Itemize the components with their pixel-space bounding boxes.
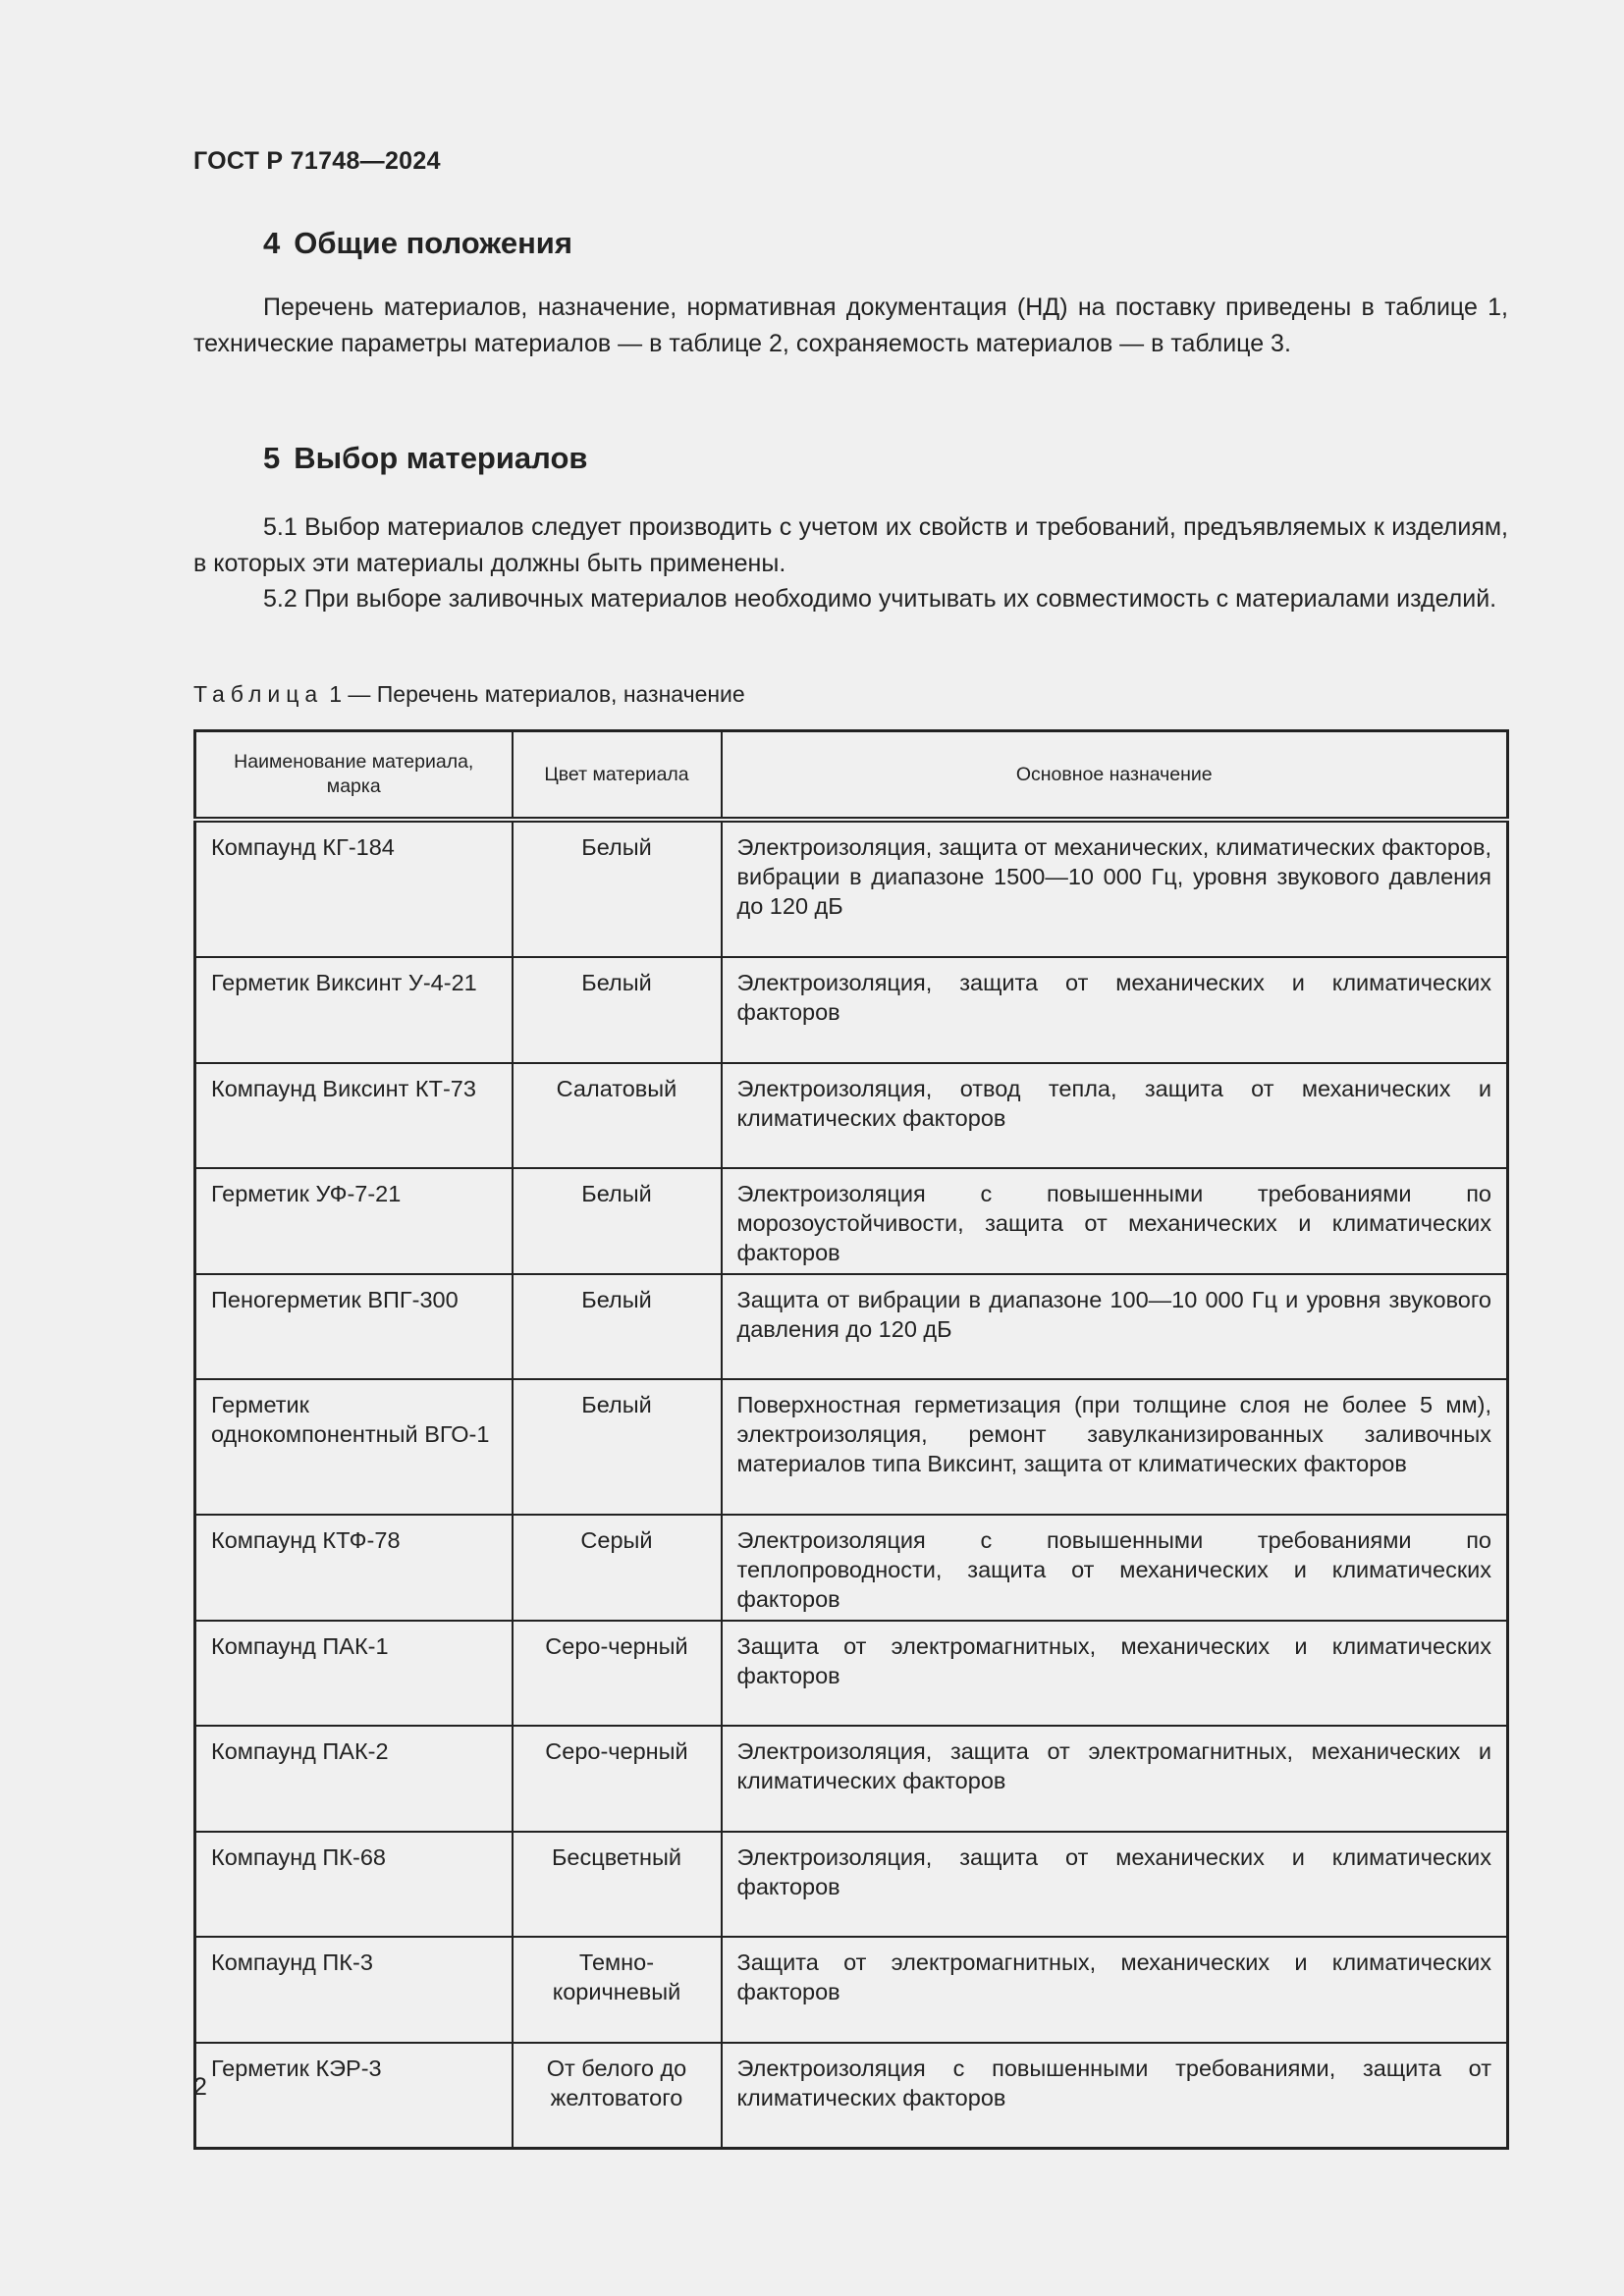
table-row bbox=[195, 1168, 1508, 1274]
table-row bbox=[195, 820, 1508, 957]
section-5-number: 5 bbox=[263, 441, 281, 475]
table-caption-word: Таблица bbox=[193, 681, 324, 707]
material-color: Белый bbox=[513, 1379, 722, 1515]
section-4-paragraph bbox=[193, 290, 1508, 361]
material-color: Белый bbox=[513, 1274, 722, 1380]
clause-5-2 bbox=[193, 581, 1508, 617]
material-purpose: Электроизоляция, отвод тепла, защита от механических и климатических факторов bbox=[722, 1063, 1508, 1169]
material-color: Серо-черный bbox=[513, 1621, 722, 1727]
clause-5-1-text: 5.1 Выбор материалов следует производить с учетом их свойств и требований, предъявляемых к изделиям, в которых эти материалы должны быть применены. bbox=[193, 513, 1508, 577]
header-material-name: Наименование материала, марка bbox=[195, 731, 513, 821]
section-5-title: Выбор материалов bbox=[294, 441, 588, 475]
material-name: Герметик Виксинт У-4-21 bbox=[195, 957, 513, 1063]
header-main-purpose: Основное назначение bbox=[722, 731, 1508, 821]
section-5-heading bbox=[263, 441, 587, 476]
material-purpose: Электроизоляция, защита от электромагнитных, механических и климатических факторов bbox=[722, 1726, 1508, 1832]
section-4-text: Перечень материалов, назначение, нормативная документация (НД) на поставку приведены в таблице 1, технические параметры материалов — в таблице 2, сохраняемость материалов — в таблице 3. bbox=[193, 294, 1508, 357]
material-color: Темно-коричневый bbox=[513, 1937, 722, 2043]
material-color: Серый bbox=[513, 1515, 722, 1621]
section-4-number: 4 bbox=[263, 226, 281, 260]
material-name: Компаунд Виксинт КТ-73 bbox=[195, 1063, 513, 1169]
material-purpose: Электроизоляция, защита от механических, климатических факторов, вибрации в диапазоне 1500—10 000 Гц, уровня звукового давления до 120 дБ bbox=[722, 820, 1508, 957]
table-row bbox=[195, 1063, 1508, 1169]
material-name: Компаунд КТФ-78 bbox=[195, 1515, 513, 1621]
clause-5-1 bbox=[193, 509, 1508, 581]
material-purpose: Защита от электромагнитных, механических и климатических факторов bbox=[722, 1937, 1508, 2043]
material-name: Компаунд ПАК-2 bbox=[195, 1726, 513, 1832]
document-code: ГОСТ Р 71748—2024 bbox=[193, 147, 441, 175]
table-row bbox=[195, 1515, 1508, 1621]
material-purpose: Электроизоляция с повышенными требованиями по теплопроводности, защита от механических и климатических факторов bbox=[722, 1515, 1508, 1621]
material-name: Компаунд ПК-3 bbox=[195, 1937, 513, 2043]
table-row bbox=[195, 1832, 1508, 1938]
material-color: Бесцветный bbox=[513, 1832, 722, 1938]
material-color: Белый bbox=[513, 820, 722, 957]
material-name: Компаунд КГ-184 bbox=[195, 820, 513, 957]
material-purpose: Электроизоляция, защита от механических и климатических факторов bbox=[722, 957, 1508, 1063]
section-4-heading bbox=[263, 226, 572, 261]
material-color: Салатовый bbox=[513, 1063, 722, 1169]
clause-5-2-text: 5.2 При выборе заливочных материалов необходимо учитывать их совместимость с материалами изделий. bbox=[263, 585, 1497, 613]
material-color: Белый bbox=[513, 957, 722, 1063]
table-row bbox=[195, 957, 1508, 1063]
material-purpose: Защита от вибрации в диапазоне 100—10 000 Гц и уровня звукового давления до 120 дБ bbox=[722, 1274, 1508, 1380]
table-row bbox=[195, 1274, 1508, 1380]
material-name: Герметик КЭР-3 bbox=[195, 2043, 513, 2149]
material-purpose: Электроизоляция с повышенными требованиями по морозоустойчивости, защита от механических и климатических факторов bbox=[722, 1168, 1508, 1274]
table-row bbox=[195, 1726, 1508, 1832]
table-row bbox=[195, 1621, 1508, 1727]
table-caption-text: 1 — Перечень материалов, назначение bbox=[329, 681, 745, 707]
material-purpose: Защита от электромагнитных, механических и климатических факторов bbox=[722, 1621, 1508, 1727]
material-color: Белый bbox=[513, 1168, 722, 1274]
material-name: Герметик однокомпонентный ВГО-1 bbox=[195, 1379, 513, 1515]
material-name: Герметик УФ-7-21 bbox=[195, 1168, 513, 1274]
materials-table bbox=[193, 729, 1509, 2150]
material-color: От белого до желтоватого bbox=[513, 2043, 722, 2149]
material-name: Компаунд ПАК-1 bbox=[195, 1621, 513, 1727]
page-number: 2 bbox=[193, 2073, 207, 2101]
table-header-row bbox=[195, 731, 1508, 821]
material-name: Пеногерметик ВПГ-300 bbox=[195, 1274, 513, 1380]
material-purpose: Поверхностная герметизация (при толщине слоя не более 5 мм), электроизоляция, ремонт завулканизированных заливочных материалов типа Виксинт, защита от климатических факторов bbox=[722, 1379, 1508, 1515]
material-name: Компаунд ПК-68 bbox=[195, 1832, 513, 1938]
material-purpose: Электроизоляция, защита от механических и климатических факторов bbox=[722, 1832, 1508, 1938]
table-row bbox=[195, 1379, 1508, 1515]
section-4-title: Общие положения bbox=[294, 226, 572, 260]
table-row bbox=[195, 1937, 1508, 2043]
table-row bbox=[195, 2043, 1508, 2149]
material-purpose: Электроизоляция с повышенными требованиями, защита от климатических факторов bbox=[722, 2043, 1508, 2149]
table-caption bbox=[193, 681, 745, 708]
header-material-color: Цвет материала bbox=[513, 731, 722, 821]
material-color: Серо-черный bbox=[513, 1726, 722, 1832]
